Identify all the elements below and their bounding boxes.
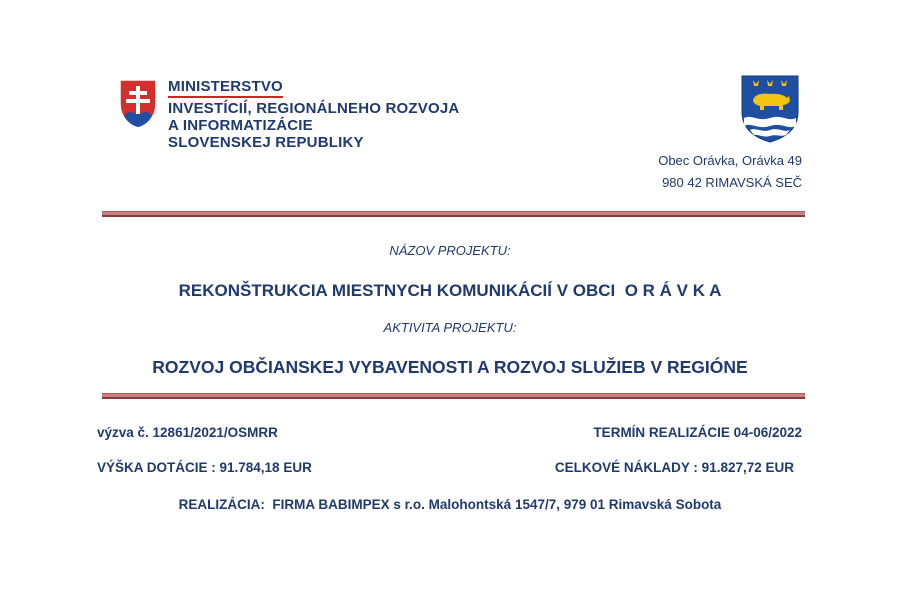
ministry-name xyxy=(168,78,459,151)
ministry-line-2: INVESTÍCIÍ, REGIONÁLNEHO ROZVOJA xyxy=(168,100,460,117)
address-line-2: 980 42 RIMAVSKÁ SEČ xyxy=(662,175,802,190)
ministry-line-1: MINISTERSTVO xyxy=(168,78,283,98)
divider-top xyxy=(102,211,805,217)
ministry-header xyxy=(118,78,459,151)
project-activity-label: AKTIVITA PROJEKTU: xyxy=(383,320,517,335)
project-name: REKONŠTRUKCIA MIESTNYCH KOMUNIKÁCIÍ V OBCI O R Á V K A xyxy=(178,281,722,300)
implementation-term: TERMÍN REALIZÁCIE 04-06/2022 xyxy=(593,425,802,440)
municipality-address xyxy=(658,150,802,194)
project-name-label: NÁZOV PROJEKTU: xyxy=(389,243,511,258)
slovak-coat-of-arms-icon xyxy=(118,78,158,130)
grant-amount: VÝŠKA DOTÁCIE : 91.784,18 EUR xyxy=(97,460,312,475)
project-activity: ROZVOJ OBČIANSKEJ VYBAVENOSTI A ROZVOJ SLUŽIEB V REGIÓNE xyxy=(152,357,748,377)
ministry-line-4: SLOVENSKEJ REPUBLIKY xyxy=(168,134,364,151)
call-number: výzva č. 12861/2021/OSMRR xyxy=(97,425,278,440)
address-line-1: Obec Orávka, Orávka 49 xyxy=(658,153,802,168)
total-costs: CELKOVÉ NÁKLADY : 91.827,72 EUR xyxy=(554,460,794,475)
oravka-coat-of-arms-icon xyxy=(740,74,800,144)
implementation-contractor: REALIZÁCIA: FIRMA BABIMPEX s r.o. Malohontská 1547/7, 979 01 Rimavská Sobota xyxy=(178,497,722,512)
ministry-line-3: A INFORMATIZÁCIE xyxy=(168,117,313,134)
divider-bottom xyxy=(102,393,805,399)
